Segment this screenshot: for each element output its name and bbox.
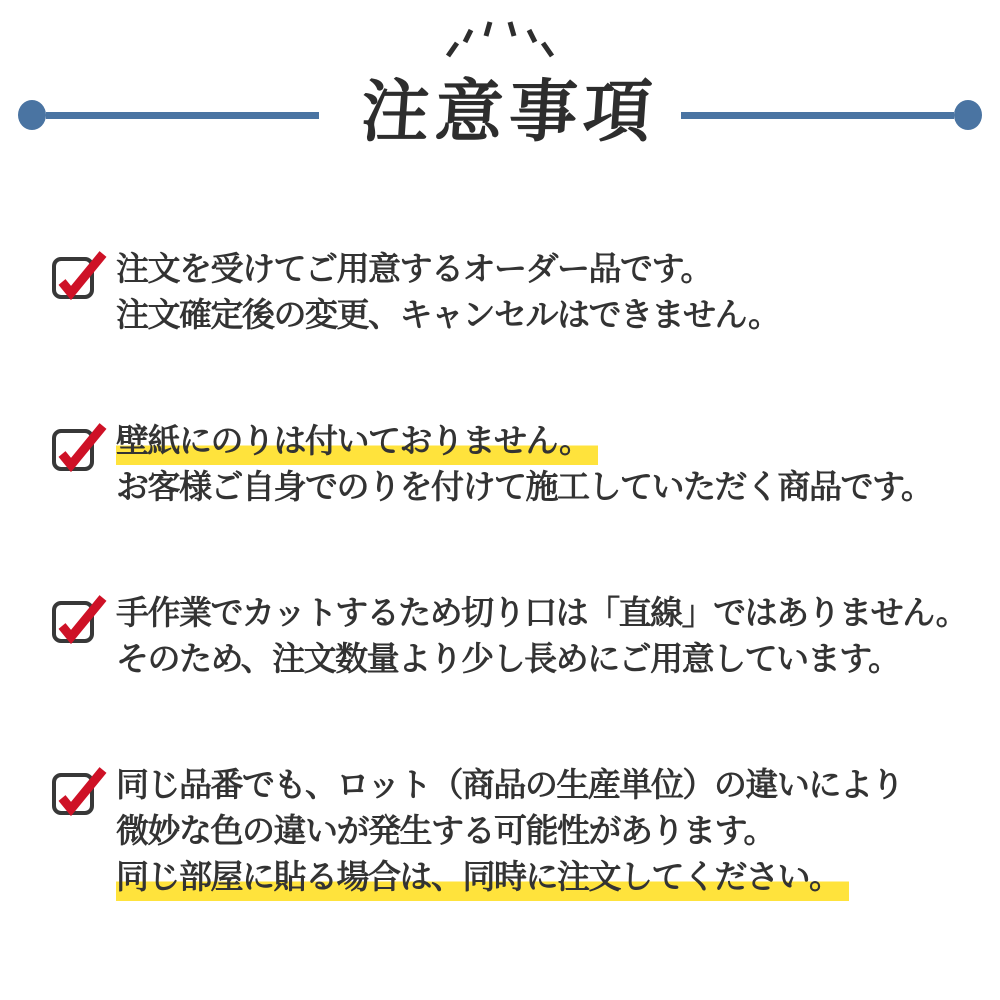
notice-item-hand-cut <box>0 590 1000 682</box>
notice-text <box>116 246 779 338</box>
divider-line-left <box>46 112 319 119</box>
header <box>0 70 1000 160</box>
divider-dot-right <box>954 100 982 130</box>
notice-line: お客様ご自身でのりを付けて施工していただく商品です。 <box>116 468 933 505</box>
divider-left <box>18 100 319 130</box>
notice-line: 注文を受けてご用意するオーダー品です。 <box>116 250 712 287</box>
checkbox-checked-icon <box>46 762 110 820</box>
notice-text <box>116 762 903 900</box>
notice-item-order-made <box>0 246 1000 338</box>
divider-right <box>681 100 982 130</box>
notice-line-highlighted: 壁紙にのりは付いておりません。 <box>116 418 932 464</box>
checkbox-checked-icon <box>46 246 110 304</box>
notice-list <box>0 246 1000 980</box>
notice-line-highlighted: 同じ部屋に貼る場合は、同時に注文してください。 <box>116 854 903 900</box>
notice-text <box>116 418 932 510</box>
notice-text <box>116 590 967 682</box>
divider-dot-left <box>18 100 46 130</box>
notice-line: 微妙な色の違いが発生する可能性があります。 <box>116 812 775 849</box>
notice-item-lot-color <box>0 762 1000 900</box>
checkbox-checked-icon <box>46 418 110 476</box>
page-title: 注意事項 <box>358 74 660 150</box>
notice-line: 注文確定後の変更、キャンセルはできません。 <box>116 296 780 333</box>
notice-line: 手作業でカットするため切り口は「直線」ではありません。 <box>116 594 968 631</box>
divider-line-right <box>681 112 954 119</box>
notice-item-no-glue <box>0 418 1000 510</box>
notice-line: 同じ品番でも、ロット（商品の生産単位）の違いにより <box>116 766 903 803</box>
burst-rays-icon <box>440 12 560 62</box>
checkbox-checked-icon <box>46 590 110 648</box>
notice-line: そのため、注文数量より少し長めにご用意しています。 <box>116 640 900 677</box>
